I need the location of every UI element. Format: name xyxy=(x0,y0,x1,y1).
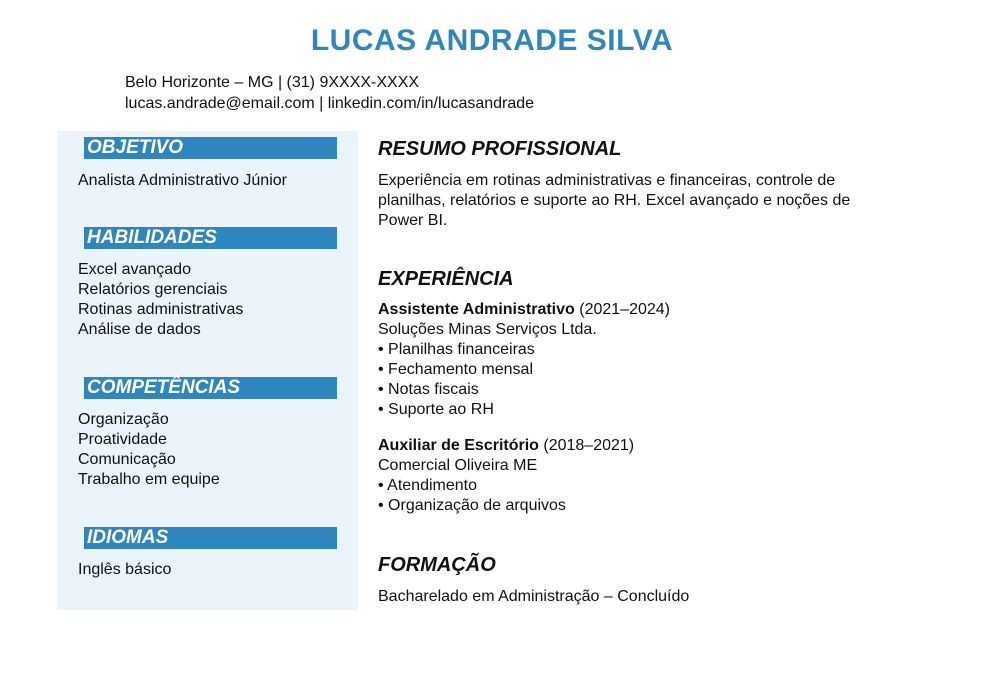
list-item: Comunicação xyxy=(78,451,176,468)
section-title-idiomas: IDIOMAS xyxy=(84,527,337,549)
list-item: Proatividade xyxy=(78,431,167,448)
sidebar xyxy=(57,131,358,610)
idiomas-list xyxy=(78,560,171,580)
section-title-experiencia: EXPERIÊNCIA xyxy=(378,268,514,290)
job-role: Assistente Administrativo xyxy=(378,301,575,318)
job-company: Soluções Minas Serviços Ltda. xyxy=(378,321,597,338)
list-item: Análise de dados xyxy=(78,321,201,338)
objetivo-list xyxy=(78,171,287,191)
job-period: (2021–2024) xyxy=(574,301,670,318)
job-entry xyxy=(378,300,670,420)
job-bullet: • Atendimento xyxy=(378,477,477,494)
job-company: Comercial Oliveira ME xyxy=(378,457,538,474)
competencias-list xyxy=(78,410,220,490)
job-bullet: • Suporte ao RH xyxy=(378,401,494,418)
section-title-formacao: FORMAÇÃO xyxy=(378,554,496,576)
job-period: (2018–2021) xyxy=(538,437,635,454)
section-title-habilidades: HABILIDADES xyxy=(84,227,337,249)
candidate-name: LUCAS ANDRADE SILVA xyxy=(310,24,674,57)
job-title-line xyxy=(378,436,634,456)
section-title-objetivo: OBJETIVO xyxy=(84,137,337,159)
list-item: Inglês básico xyxy=(78,561,172,578)
job-bullet: • Organização de arquivos xyxy=(378,497,566,514)
job-bullet: • Planilhas financeiras xyxy=(378,341,535,358)
resumo-line: planilhas, relatórios e suporte ao RH. Excel avançado e noções de xyxy=(378,192,851,209)
list-item: Analista Administrativo Júnior xyxy=(78,172,287,189)
section-title-competencias: COMPETÊNCIAS xyxy=(84,377,337,399)
job-title-line xyxy=(378,300,670,320)
section-title-resumo: RESUMO PROFISSIONAL xyxy=(378,138,622,160)
list-item: Trabalho em equipe xyxy=(78,471,220,488)
resumo-line: Power BI. xyxy=(378,212,448,229)
formacao-list xyxy=(378,587,689,607)
list-item: Rotinas administrativas xyxy=(78,301,244,318)
list-item: Bacharelado em Administração – Concluído xyxy=(378,588,690,605)
contact-location-phone: Belo Horizonte – MG | (31) 9XXXX-XXXX xyxy=(125,74,420,91)
contact-info xyxy=(125,72,534,114)
job-entry xyxy=(378,436,634,516)
list-item: Excel avançado xyxy=(78,261,191,278)
contact-email-linkedin: lucas.andrade@email.com | linkedin.com/in/lucasandrade xyxy=(125,95,535,112)
job-role: Auxiliar de Escritório xyxy=(378,437,539,454)
resumo-text xyxy=(378,171,850,231)
habilidades-list xyxy=(78,260,243,340)
resumo-line: Experiência em rotinas administrativas e financeiras, controle de xyxy=(378,172,836,189)
list-item: Relatórios gerenciais xyxy=(78,281,228,298)
job-bullet: • Notas fiscais xyxy=(378,381,479,398)
job-bullet: • Fechamento mensal xyxy=(378,361,534,378)
list-item: Organização xyxy=(78,411,169,428)
